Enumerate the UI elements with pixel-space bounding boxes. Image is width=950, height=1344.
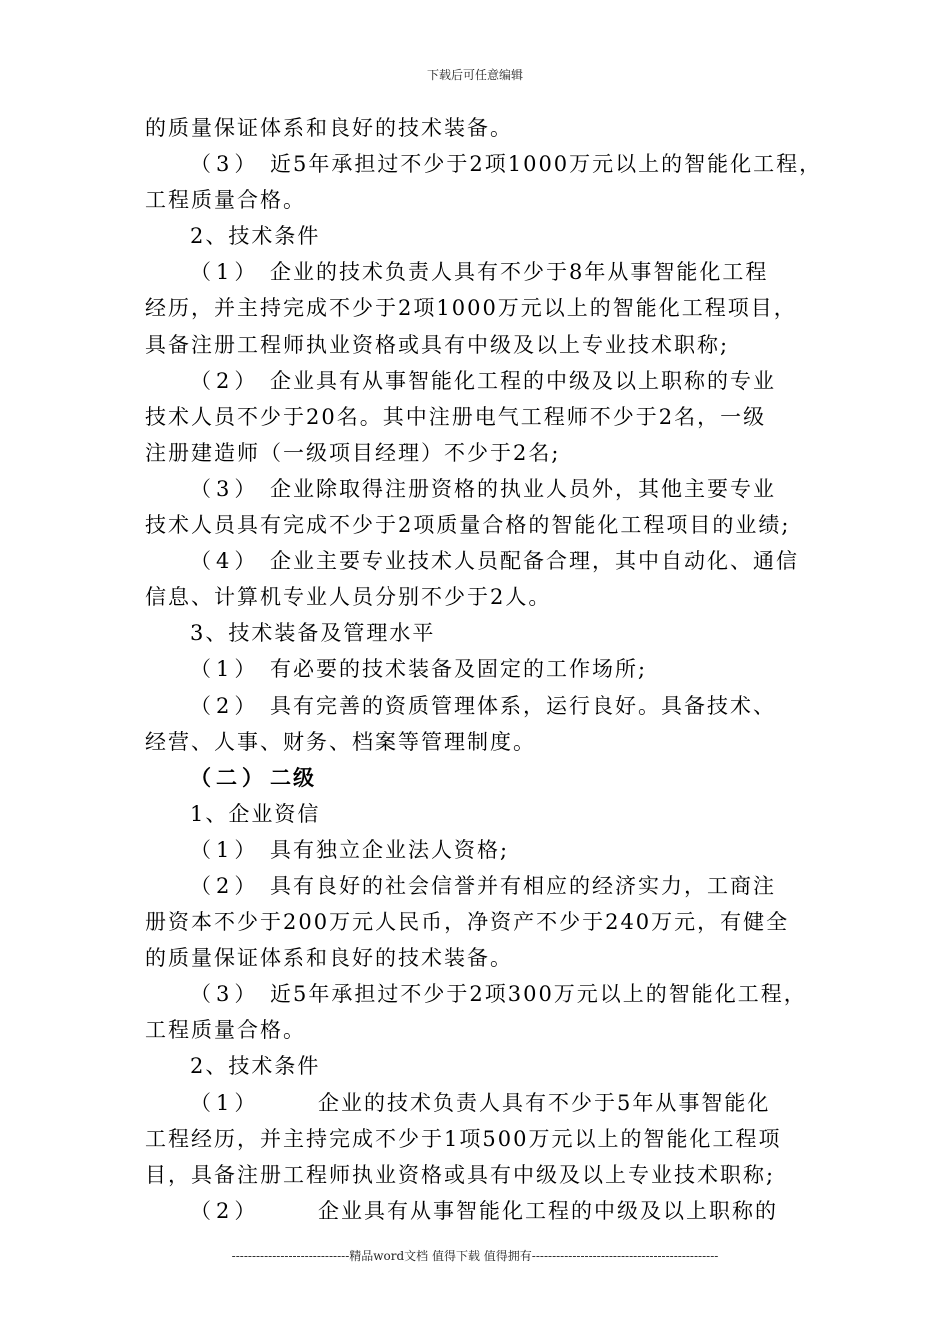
- text-line: 目，具备注册工程师执业资格或具有中级及以上专业技术职称;: [145, 1162, 776, 1187]
- text-line: 经历，并主持完成不少于2项1000万元以上的智能化工程项目，: [145, 296, 797, 321]
- item-number: （3）: [190, 982, 261, 1007]
- item-text: 近5年承担过不少于2项1000万元以上的智能化工程，: [270, 152, 823, 177]
- text-line: 具备注册工程师执业资格或具有中级及以上专业技术职称;: [145, 332, 730, 357]
- section-heading: 1、企业资信: [190, 801, 321, 826]
- text-line: 的质量保证体系和良好的技术装备。: [145, 946, 513, 971]
- item-text: 企业具有从事智能化工程的中级及以上职称的: [318, 1198, 778, 1223]
- text-line: 工程质量合格。: [145, 188, 306, 213]
- text-line: 工程经历，并主持完成不少于1项500万元以上的智能化工程项: [145, 1126, 782, 1151]
- item-number: （4）: [190, 549, 261, 574]
- item-number: （1）: [190, 260, 261, 285]
- text-line: 信息、计算机专业人员分别不少于2人。: [145, 585, 552, 610]
- list-item: [145, 693, 835, 729]
- level-heading: [145, 765, 835, 801]
- section-heading: 2、技术条件: [190, 1054, 321, 1079]
- text-line: 技术人员具有完成不少于2项质量合格的智能化工程项目的业绩;: [145, 513, 791, 538]
- item-number: （1）: [190, 1090, 261, 1115]
- item-number: （2）: [190, 368, 261, 393]
- item-text: 近5年承担过不少于2项300万元以上的智能化工程，: [270, 982, 807, 1007]
- section-heading: 2、技术条件: [190, 224, 321, 249]
- list-item: [145, 656, 835, 692]
- item-text: 企业具有从事智能化工程的中级及以上职称的专业: [270, 368, 776, 393]
- item-text: 企业的技术负责人具有不少于5年从事智能化: [318, 1090, 771, 1115]
- item-number: （3）: [190, 152, 261, 177]
- text-line: 经营、人事、财务、档案等管理制度。: [145, 729, 536, 754]
- list-item: [145, 368, 835, 404]
- document-body: [145, 115, 835, 1234]
- list-item: [145, 873, 835, 909]
- item-text: 具有完善的资质管理体系，运行良好。具备技术、: [270, 693, 776, 718]
- level-title: 二级: [270, 764, 316, 790]
- item-text: 企业的技术负责人具有不少于8年从事智能化工程: [270, 260, 769, 285]
- text-line: 的质量保证体系和良好的技术装备。: [145, 116, 513, 140]
- list-item: [145, 981, 835, 1017]
- text-line: 册资本不少于200万元人民币，净资产不少于240万元，有健全: [145, 910, 790, 935]
- item-text: 具有良好的社会信誉并有相应的经济实力，工商注: [270, 873, 776, 898]
- text-line: 注册建造师（一级项目经理）不少于2名;: [145, 440, 561, 465]
- list-item: [145, 837, 835, 873]
- item-text: 企业主要专业技术人员配备合理，其中自动化、通信: [270, 549, 799, 574]
- text-line: 技术人员不少于20名。其中注册电气工程师不少于2名，一级: [145, 404, 767, 429]
- level-number: （二）: [190, 764, 268, 790]
- page-footer: -----------------------------精品word文档 值得下载 值得拥有----------------------------------------------: [231, 1249, 719, 1263]
- list-item: [145, 1090, 835, 1126]
- item-text: 有必要的技术装备及固定的工作场所;: [270, 657, 648, 682]
- item-text: 企业除取得注册资格的执业人员外，其他主要专业: [270, 476, 776, 501]
- item-number: （1）: [190, 837, 261, 862]
- item-number: （2）: [190, 1198, 261, 1223]
- list-item: [145, 259, 835, 295]
- item-number: （1）: [190, 657, 261, 682]
- section-heading: 3、技术装备及管理水平: [190, 621, 436, 646]
- page-header: 下载后可任意编辑: [426, 68, 523, 82]
- item-number: （2）: [190, 873, 261, 898]
- item-text: 具有独立企业法人资格;: [270, 837, 510, 862]
- list-item: [145, 548, 835, 584]
- text-line: 工程质量合格。: [145, 1018, 306, 1043]
- item-number: （2）: [190, 693, 261, 718]
- item-number: （3）: [190, 476, 261, 501]
- list-item: [145, 476, 835, 512]
- list-item: [145, 1198, 835, 1234]
- list-item: [145, 151, 835, 187]
